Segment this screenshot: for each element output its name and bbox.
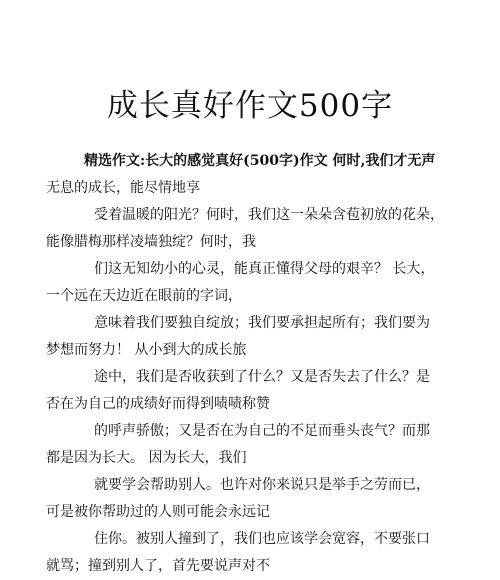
paragraph-line: 就骂；撞到别人了，首先要说声对不: [46, 558, 270, 574]
paragraph-line: 受着温暖的阳光？何时，我们这一朵朵含苞初放的花朵，: [94, 207, 444, 223]
document-body: [46, 148, 450, 580]
paragraph-line: 就要学会帮助别人。也许对你来说只是举手之劳而已，: [94, 477, 430, 493]
paragraph-line: 一个远在天边近在眼前的字词，: [46, 288, 242, 304]
paragraph-line: 途中，我们是否收获到了什么？又是否失去了什么？是: [94, 369, 430, 385]
paragraph-line: 意味着我们要独自绽放；我们要承担起所有；我们要为: [94, 315, 430, 331]
paragraph-line: 精选作文:长大的感觉真好(500字)作文 何时,我们才无声: [84, 153, 436, 169]
paragraph-line: 否在为自己的成绩好而得到啧啧称赞: [46, 396, 270, 412]
paragraph-line: 无息的成长，能尽情地享: [46, 180, 200, 196]
paragraph-line: 能像腊梅那样凌墙独绽？何时，我: [46, 234, 256, 250]
document-title: 成长真好作文500字: [106, 88, 394, 124]
paragraph-line: 梦想而努力！ 从小到大的成长旅: [46, 342, 247, 358]
paragraph-line: 可是被你帮助过的人则可能会永远记: [46, 504, 270, 520]
paragraph-line: 都是因为长大。 因为长大，我们: [46, 450, 247, 466]
paragraph-line: 们这无知幼小的心灵，能真正懂得父母的艰辛？ 长大，: [94, 261, 435, 277]
paragraph-line: 的呼声骄傲；又是否在为自己的不足而垂头丧气？而那: [94, 423, 430, 439]
paragraph-line: 住你。被别人撞到了，我们也应该学会宽容，不要张口: [94, 531, 430, 547]
